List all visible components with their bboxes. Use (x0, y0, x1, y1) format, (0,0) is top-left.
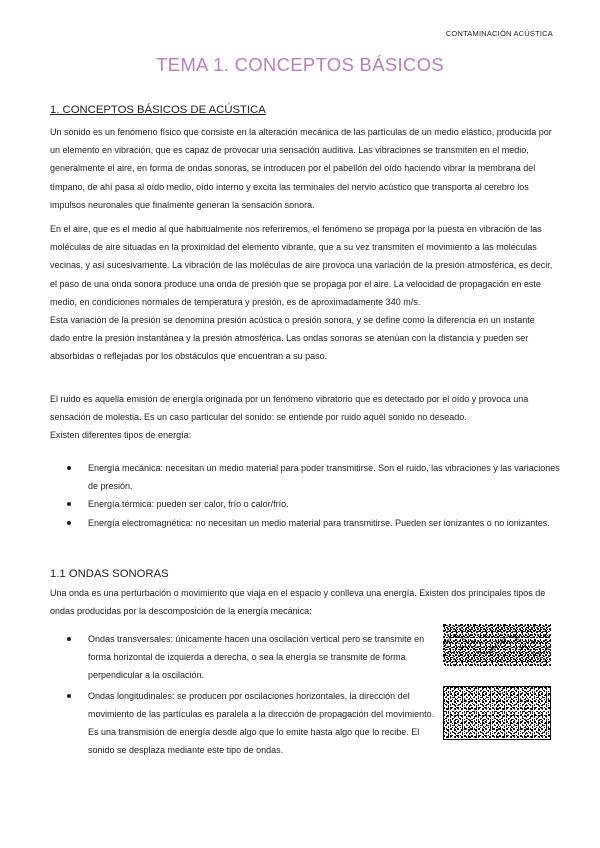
paragraph-ruido (50, 390, 557, 445)
wave-types-list (50, 630, 435, 759)
paragraph-ruido-definicion: El ruido es aquella emisión de energía originada por un fenómeno vibratorio que es detectado por el oído y provoca una sensación de molestia. Es un caso particular del sonido: se entiende por ruido aquél sonido no deseado. (50, 394, 529, 423)
bullet-icon (67, 521, 71, 525)
bullet-icon (67, 466, 71, 470)
paragraph-sonido: Un sonido es un fenómeno físico que consiste en la alteración mecánica de las partículas de un medio elástico, producida por un elemento en vibración, que es capaz de provocar una sensación auditiva. Las vibraciones se transmiten en el medio, generalmente el aire, en forma de ondas sonoras, se introducen por el pabellón del oído haciendo vibrar la membrana del tímpano, de ahí pasa al oído medio, oído interno y excita las terminales del nervio acústico que transporta al cerebro los impulsos neuronales que finalmente generan la sensación sonora. (50, 127, 552, 210)
energy-mecanica-text: Energía mecánica: necesitan un medio material para poder transmitirse. Son el ruido, las vibraciones y las variaciones de presión. (88, 463, 560, 492)
energy-termica-text: Energía térmica: pueden ser calor, frío o calor/frío. (88, 499, 289, 510)
paragraph-presion-acustica: Esta variación de la presión se denomina presión acústica o presión sonora, y se define como la diferencia en un instante dado entre la presión instantánea y la presión atmosférica. Las ondas sonoras se atenúan con la distancia y pueden ser absorbidas o reflejadas por los obstáculos que encuentran a su paso. (50, 315, 535, 362)
list-item (50, 459, 560, 495)
running-header: CONTAMINACIÓN ACÚSTICA (445, 29, 553, 38)
transverse-wave-image (443, 624, 551, 666)
list-item (50, 495, 560, 513)
wave-longitudinal-text: Ondas longitudinales: se producen por oscilaciones horizontales, la dirección del movimiento de las partículas es paralela a la dirección de propagación del movimiento. Es una transmisión de energía desde algo que lo emite hasta algo que lo recibe. El sonido se desplaza mediante este tipo de ondas. (88, 690, 435, 756)
longitudinal-wave-image (443, 686, 551, 740)
bullet-icon (67, 637, 71, 641)
paragraph-tipos-energia-intro: Existen diferentes tipos de energía: (50, 430, 192, 441)
paragraph-onda: Una onda es una perturbación o movimiento que viaja en el espacio y conlleva una energía. Existen dos principales tipos de ondas producidas por la descomposición de la energía mecánica: (50, 588, 546, 617)
bullet-icon (67, 694, 71, 698)
paragraph-propagacion: En el aire, que es el medio al que habitualmente nos referiremos, el fenómeno se propaga por la puesta en vibración de las moléculas de aire situadas en la proximidad del elemento vibrante, que a su vez transmiten el movimiento a las moléculas vecinas, y así sucesivamente. La vibración de las moléculas de aire provoca una variación de la presión atmosférica, es decir, el paso de una onda sonora produce una onda de presión que se propaga por el aire. La velocidad de propagación en este medio, en condiciones normales de temperatura y presión, es de aproximadamente 340 m/s. (50, 224, 553, 307)
bullet-icon (67, 502, 71, 506)
paragraph-aire (50, 220, 557, 366)
section-heading-acustica: 1. CONCEPTOS BÁSICOS DE ACÚSTICA (50, 104, 266, 116)
wave-transversal-text: Ondas transversales: únicamente hacen una oscilación vertical pero se transmite en forma horizontal de izquierda a derecha, o sea la energía se transmite de forma perpendicular a la oscilación. (88, 634, 425, 681)
energy-types-list (50, 459, 560, 532)
list-item (50, 630, 435, 685)
section-heading-ondas: 1.1 ONDAS SONORAS (50, 568, 169, 580)
energy-electromagnetica-text: Energía electromagnética: no necesitan un medio material para transmitirse. Pueden ser ionizantes o no ionizantes. (88, 517, 550, 528)
list-item (50, 687, 435, 760)
list-item (50, 514, 560, 532)
document-title: TEMA 1. CONCEPTOS BÁSICOS (156, 54, 444, 75)
